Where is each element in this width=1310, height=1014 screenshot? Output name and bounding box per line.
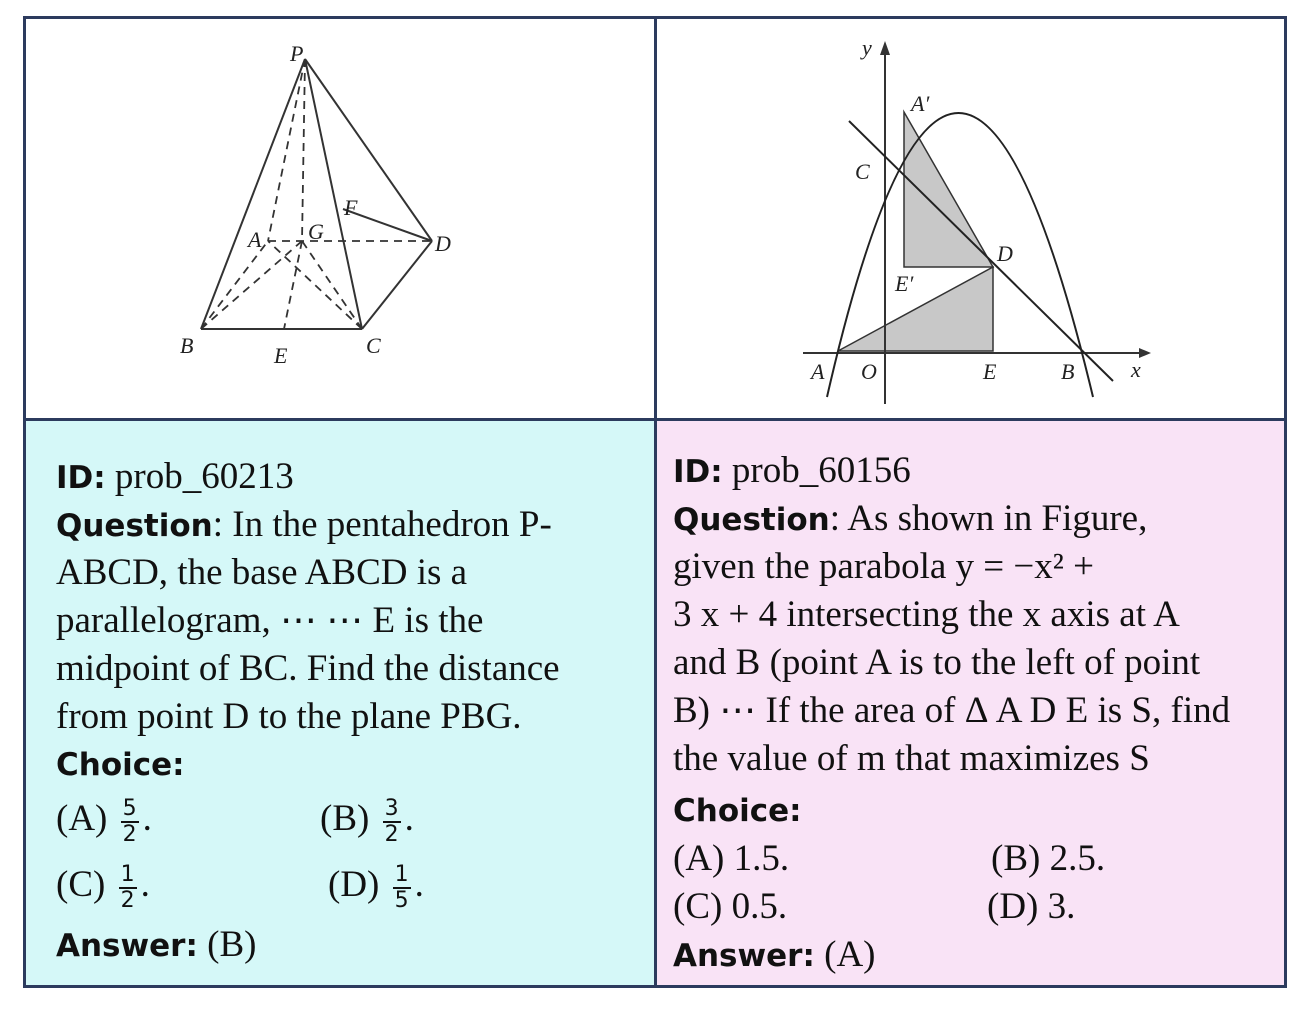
- question-line-1: As shown in Figure,: [847, 498, 1148, 539]
- answer-row: [56, 921, 256, 970]
- label-E: E: [274, 343, 288, 368]
- question-line-3: 3 x + 4 intersecting the x axis at A: [673, 594, 1180, 635]
- id-label: ID:: [56, 460, 106, 496]
- choice-c: (C) $\frac{1}{2}$ .: [56, 861, 150, 913]
- parabola-diagram: [657, 19, 1284, 418]
- answer-label: Answer:: [56, 928, 198, 964]
- label-O: O: [861, 359, 877, 384]
- label-B: B: [1061, 359, 1075, 384]
- choice-a: (A) $\frac{5}{2}$ .: [56, 795, 152, 847]
- question-row-1: [56, 501, 552, 550]
- pentahedron-diagram: [26, 19, 654, 418]
- problem-card-left: [26, 421, 657, 985]
- question-line-4: midpoint of BC. Find the distance: [56, 648, 560, 689]
- label-y: y: [862, 35, 872, 60]
- id-row: [673, 447, 911, 496]
- edge-PB: [201, 59, 305, 329]
- problem-card-right: [657, 421, 1284, 985]
- id-row: [56, 453, 294, 502]
- choice-b: (B) $\frac{3}{2}$ .: [320, 795, 414, 847]
- label-A: A: [811, 359, 825, 384]
- answer-label: Answer:: [673, 938, 815, 974]
- edge-AB-hidden: [201, 241, 268, 329]
- label-P: P: [290, 41, 304, 66]
- edge-CD: [362, 241, 432, 329]
- choice-label: Choice:: [673, 793, 802, 829]
- problem-grid: [23, 16, 1287, 988]
- label-A-prime: A′: [911, 91, 930, 116]
- question-line-1: In the pentahedron P-: [232, 504, 552, 545]
- pentahedron-figure: [26, 19, 657, 421]
- segment-AC-hidden: [268, 241, 362, 329]
- question-line-5: from point D to the plane PBG.: [56, 696, 522, 737]
- label-A: A: [248, 227, 262, 252]
- choice-b: (B) 2.5.: [991, 838, 1106, 879]
- choice-b-letter: (B): [320, 798, 370, 839]
- y-axis-arrow: [880, 41, 890, 55]
- answer-value: (A): [824, 934, 876, 975]
- choice-d-letter: (D): [328, 864, 380, 905]
- triangle-ADE: [838, 267, 993, 351]
- question-line-2: given the parabola y = −x² +: [673, 546, 1094, 587]
- choice-a: (A) 1.5.: [673, 838, 790, 879]
- choice-d-fraction: $\frac{1}{5}$: [394, 861, 409, 913]
- label-D: D: [997, 241, 1013, 266]
- question-row-1: [673, 495, 1147, 544]
- question-line-5: B) ⋯ If the area of Δ A D E is S, find: [673, 690, 1231, 731]
- label-C: C: [855, 159, 870, 184]
- choice-d: (D) 3.: [987, 886, 1076, 927]
- label-E: E: [983, 359, 997, 384]
- question-line-6: the value of m that maximizes S: [673, 738, 1150, 779]
- label-F: F: [344, 195, 358, 220]
- question-colon: :: [829, 498, 848, 539]
- answer-value: (B): [207, 924, 257, 965]
- label-B: B: [180, 333, 194, 358]
- id-value: prob_60213: [114, 456, 294, 497]
- question-line-4: and B (point A is to the left of point: [673, 642, 1201, 683]
- label-D: D: [435, 231, 451, 256]
- choice-a-letter: (A): [56, 798, 108, 839]
- label-E-prime: E′: [895, 271, 914, 296]
- choice-label: Choice:: [56, 747, 185, 783]
- choice-c: (C) 0.5.: [673, 886, 788, 927]
- question-label: Question: [673, 502, 830, 538]
- choice-a-fraction: $\frac{5}{2}$: [122, 795, 137, 847]
- choice-b-fraction: $\frac{3}{2}$: [384, 795, 399, 847]
- choice-c-fraction: $\frac{1}{2}$: [120, 861, 135, 913]
- question-label: Question: [56, 508, 213, 544]
- id-value: prob_60156: [731, 450, 911, 491]
- edge-PA-hidden: [268, 59, 305, 241]
- edge-PG-hidden: [302, 59, 305, 241]
- label-C: C: [366, 333, 381, 358]
- label-x: x: [1131, 357, 1141, 382]
- label-G: G: [308, 219, 324, 244]
- choice-d: (D) $\frac{1}{5}$ .: [328, 861, 424, 913]
- id-label: ID:: [673, 454, 723, 490]
- answer-row: [673, 931, 876, 980]
- x-axis-arrow: [1139, 348, 1151, 358]
- choice-c-letter: (C): [56, 864, 106, 905]
- question-colon: :: [212, 504, 233, 545]
- question-line-3: parallelogram, ⋯ ⋯ E is the: [56, 600, 484, 641]
- question-line-2: ABCD, the base ABCD is a: [56, 552, 468, 593]
- parabola-figure: [657, 19, 1284, 421]
